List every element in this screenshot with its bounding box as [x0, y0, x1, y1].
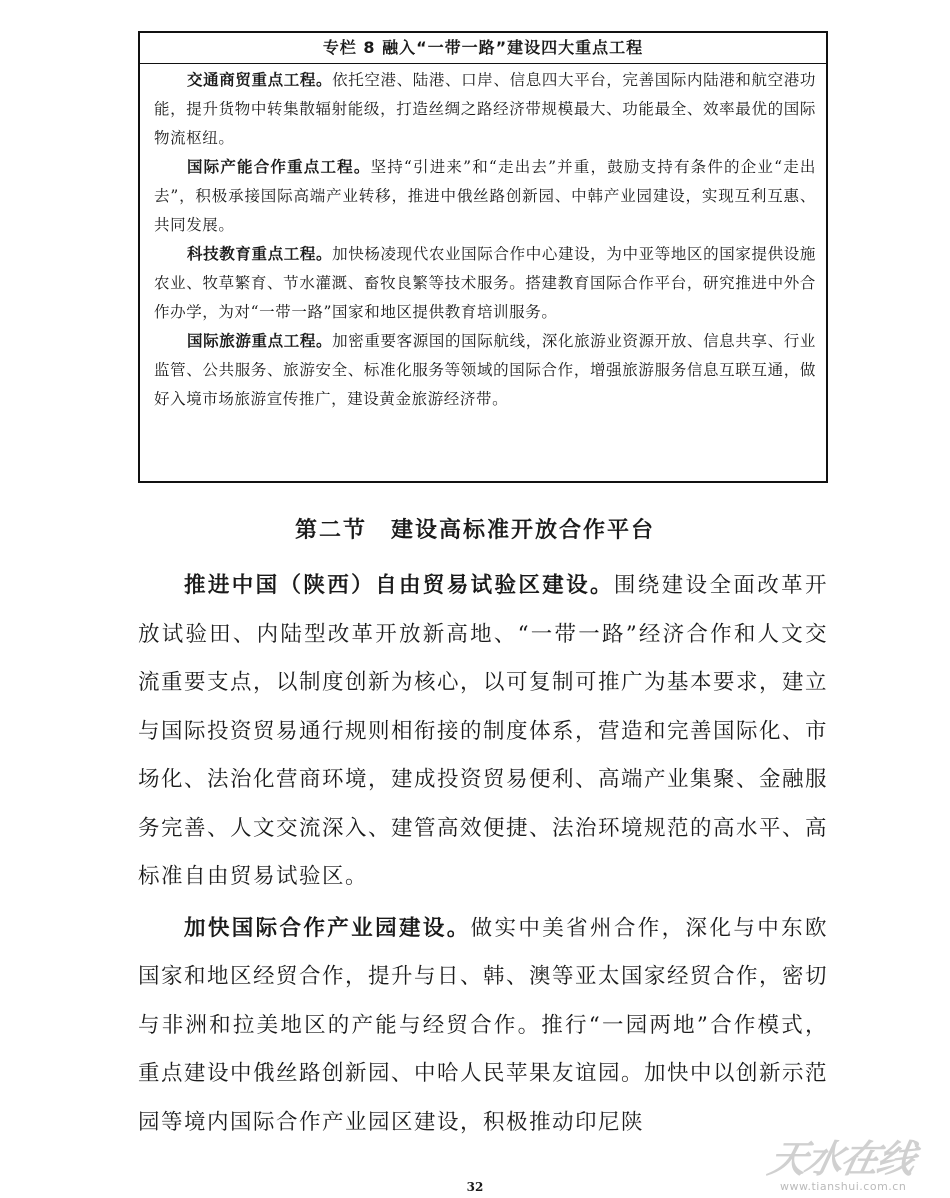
box-paragraph-lead: 交通商贸重点工程。 [187, 71, 333, 89]
body-paragraph [138, 905, 828, 1148]
feature-box-title: 专栏 8 融入“一带一路”建设四大重点工程 [140, 33, 826, 64]
watermark-logo: 天水在线 [764, 1137, 918, 1181]
box-paragraph-lead: 国际产能合作重点工程。 [187, 158, 371, 176]
body-paragraph-text: 做实中美省州合作，深化与中东欧国家和地区经贸合作，提升与日、韩、澳等亚太国家经贸合作，密切与非洲和拉美地区的产能与经贸合作。推行“一园两地”合作模式，重点建设中俄丝路创新园、中哈人民苹果友谊园。加快中以创新示范园等境内国际合作产业园区建设，积极推动印尼陕 [138, 915, 829, 1135]
box-paragraph-lead: 国际旅游重点工程。 [187, 332, 333, 350]
section-title: 第二节 建设高标准开放合作平台 [294, 518, 655, 543]
box-paragraph [154, 66, 816, 153]
box-paragraph-text: 加快杨凌现代农业国际合作中心建设，为中亚等地区的国家提供设施农业、牧草繁育、节水灌溉、畜牧良繁等技术服务。搭建教育国际合作平台，研究推进中外合作办学，为对“一带一路”国家和地区提供教育培训服务。 [154, 245, 816, 321]
page-number: 32 [466, 1180, 484, 1194]
watermark [764, 1128, 948, 1198]
body-paragraph-text: 围绕建设全面改革开放试验田、内陆型改革开放新高地、“一带一路”经济合作和人文交流重要支点，以制度创新为核心，以可复制可推广为基本要求，建立与国际投资贸易通行规则相衔接的制度体系，营造和完善国际化、市场化、法治化营商环境，建成投资贸易便利、高端产业集聚、金融服务完善、人文交流深入、建管高效便捷、法治环境规范的高水平、高标准自由贸易试验区。 [138, 573, 829, 889]
body-paragraph-lead: 推进中国（陕西）自由贸易试验区建设。 [184, 573, 614, 598]
main-body [138, 562, 828, 1147]
box-paragraph-text: 坚持“引进来”和“走出去”并重，鼓励支持有条件的企业“走出去”，积极承接国际高端产业转移，推进中俄丝路创新园、中韩产业园建设，实现互利互惠、共同发展。 [154, 158, 816, 234]
box-paragraph-lead: 科技教育重点工程。 [187, 245, 333, 263]
box-paragraph-text: 加密重要客源国的国际航线，深化旅游业资源开放、信息共享、行业监管、公共服务、旅游安全、标准化服务等领域的国际合作，增强旅游服务信息互联互通，做好入境市场旅游宣传推广，建设黄金旅游经济带。 [154, 332, 816, 408]
watermark-url: www.tianshui.com.cn [780, 1180, 907, 1193]
feature-box [138, 31, 828, 483]
box-paragraph [154, 240, 816, 327]
body-paragraph-lead: 加快国际合作产业园建设。 [184, 915, 471, 941]
body-paragraph [138, 562, 828, 902]
feature-box-body [140, 64, 826, 414]
box-paragraph [154, 327, 816, 414]
box-paragraph-text: 依托空港、陆港、口岸、信息四大平台，完善国际内陆港和航空港功能，提升货物中转集散辐射能级，打造丝绸之路经济带规模最大、功能最全、效率最优的国际物流枢纽。 [154, 71, 816, 147]
box-paragraph [154, 153, 816, 240]
